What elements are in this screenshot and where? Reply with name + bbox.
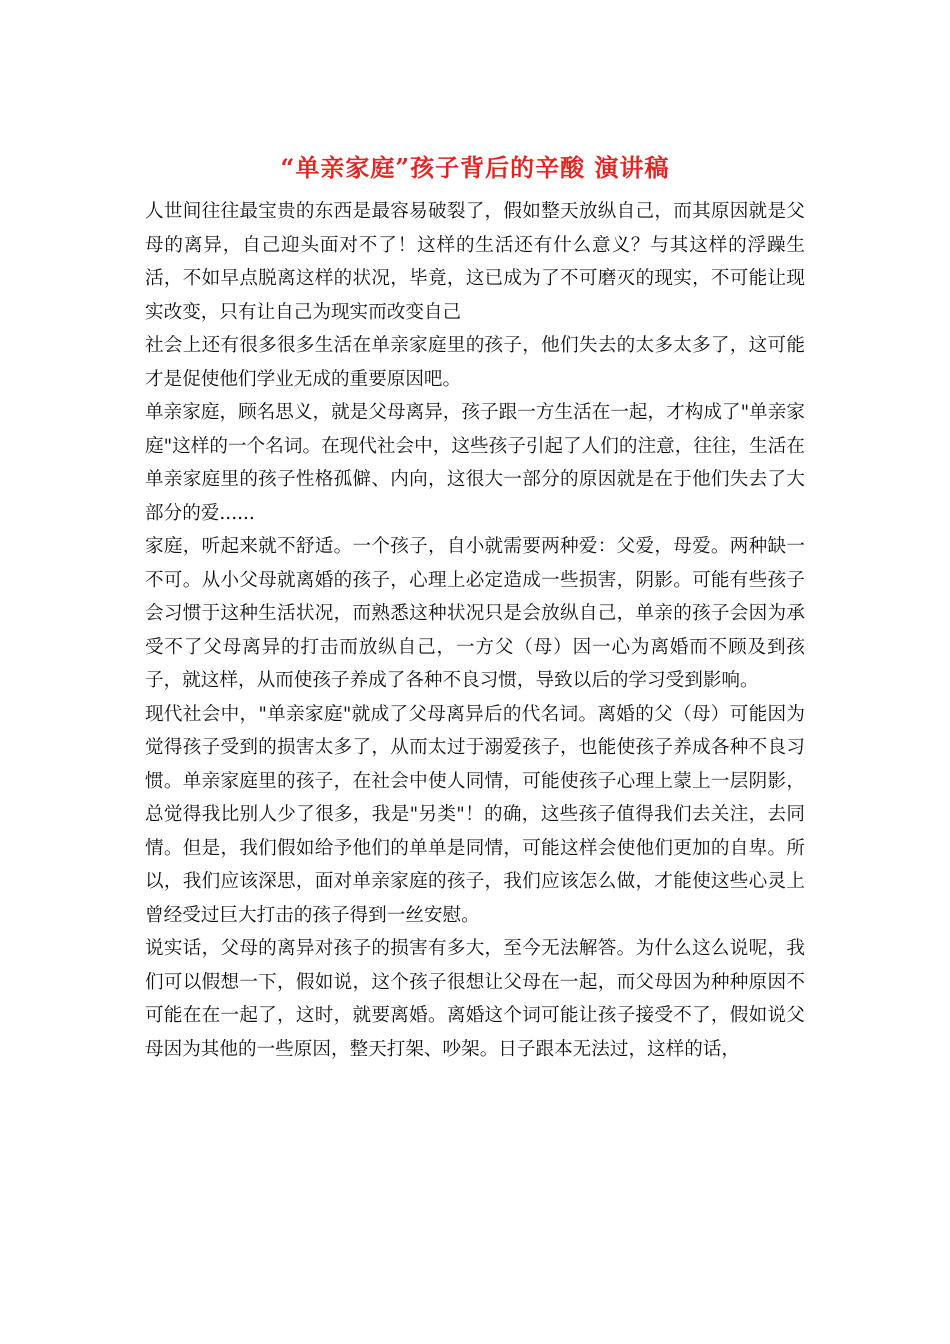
- paragraph-5: 现代社会中，"单亲家庭"就成了父母离异后的代名词。离婚的父（母）可能因为觉得孩子受到的损害太多了，从而太过于溺爱孩子，也能使孩子养成各种不良习惯。单亲家庭里的孩子，在社会中使人同情，可能使孩子心理上蒙上一层阴影，总觉得我比别人少了很多，我是"另类"！的确，这些孩子值得我们去关注，去同情。但是，我们假如给予他们的单单是同情，可能这样会使他们更加的自卑。所以，我们应该深思，面对单亲家庭的孩子，我们应该怎么做，才能使这些心灵上曾经受过巨大打击的孩子得到一丝安慰。: [145, 703, 805, 926]
- paragraph-2: 社会上还有很多很多生活在单亲家庭里的孩子，他们失去的太多太多了，这可能才是促使他们学业无成的重要原因吧。: [145, 335, 805, 390]
- paragraph-3: 单亲家庭，顾名思义，就是父母离异，孩子跟一方生活在一起，才构成了"单亲家庭"这样的一个名词。在现代社会中，这些孩子引起了人们的注意，往往，生活在单亲家庭里的孩子性格孤僻、内向，这很大一部分的原因就是在于他们失去了大部分的爱......: [145, 402, 805, 524]
- document-body: [145, 195, 805, 1066]
- paragraph-1: 人世间往往最宝贵的东西是最容易破裂了，假如整天放纵自己，而其原因就是父母的离异，自己迎头面对不了！这样的生活还有什么意义？与其这样的浮躁生活，不如早点脱离这样的状况，毕竟，这已成为了不可磨灭的现实，不可能让现实改变，只有让自己为现实而改变自己: [145, 201, 805, 323]
- paragraph-6: 说实话，父母的离异对孩子的损害有多大，至今无法解答。为什么这么说呢，我们可以假想一下，假如说，这个孩子很想让父母在一起，而父母因为种种原因不可能在在一起了，这时，就要离婚。离婚这个词可能让孩子接受不了，假如说父母因为其他的一些原因，整天打架、吵架。日子跟本无法过，这样的话，: [145, 938, 805, 1060]
- paragraph-4: 家庭，听起来就不舒适。一个孩子，自小就需要两种爱：父爱，母爱。两种缺一不可。从小父母就离婚的孩子，心理上必定造成一些损害，阴影。可能有些孩子会习惯于这种生活状况，而熟悉这种状况只是会放纵自己，单亲的孩子会因为承受不了父母离异的打击而放纵自己，一方父（母）因一心为离婚而不顾及到孩子，就这样，从而使孩子养成了各种不良习惯，导致以后的学习受到影响。: [145, 536, 805, 691]
- document-title: “单亲家庭”孩子背后的辛酸 演讲稿: [280, 153, 670, 182]
